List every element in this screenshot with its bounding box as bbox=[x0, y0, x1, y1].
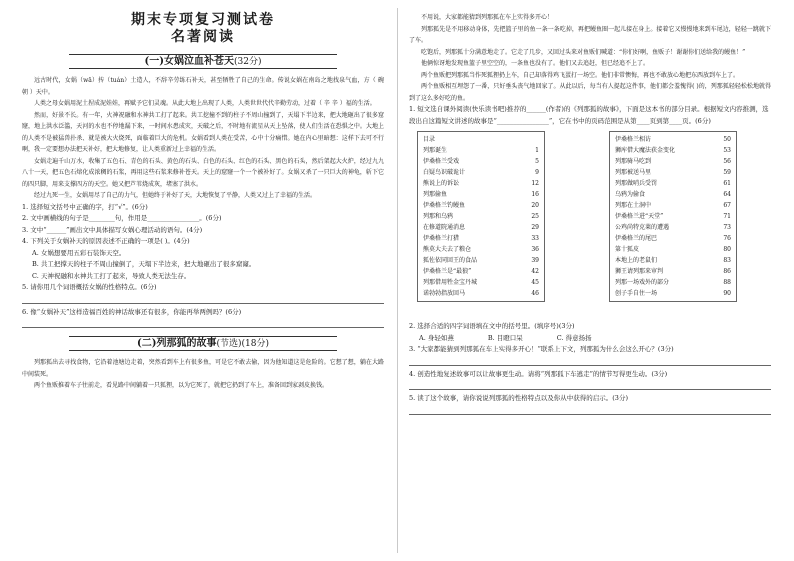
section2-title: (二)列那狐的故事 bbox=[137, 338, 217, 349]
toc-entry bbox=[615, 200, 731, 211]
toc-entry-page: 71 bbox=[723, 213, 731, 220]
toc-entry-page: 20 bbox=[531, 202, 539, 209]
toc-entry bbox=[423, 222, 539, 233]
toc-entry-page: 36 bbox=[531, 246, 539, 253]
toc-entry-page: 80 bbox=[723, 246, 731, 253]
toc-entry bbox=[615, 156, 731, 167]
q2-options bbox=[409, 333, 771, 345]
toc-entry-page: 45 bbox=[531, 279, 539, 286]
section1-score: (32分) bbox=[233, 57, 262, 67]
section1-question: 2. 文中画横线的句子是________句，作用是________________。(6分) bbox=[22, 214, 222, 222]
toc-entry bbox=[615, 178, 731, 189]
section1-question: 1. 选择短文括号中正确的字，打“√”。(6分) bbox=[22, 202, 148, 211]
toc-entry-title: 诺勃勃指放回马 bbox=[423, 290, 466, 297]
story-paragraph: 列那狐先是不用移动身体，先把篮子里的鱼一条一条吃掉，再把鳗鱼圈一起儿接在身上。接着它又慢慢地来到车尾边，轻轻一跳就下了车。 bbox=[409, 25, 771, 44]
section2-paragraph: 两个鱼贩推着车子往前走，看见路中间躺着一只狐狸，以为它死了，就把它扔到了车上，准备回到家剥皮换钱。 bbox=[34, 382, 329, 389]
section1-paragraph: 经过九死一生，女娲用尽了自己的力气，但她终于补好了天，大地恢复了平静，人类又过上了幸福的生活。 bbox=[34, 192, 317, 199]
toc-entry bbox=[423, 266, 539, 277]
toc-right-list bbox=[615, 134, 731, 299]
toc-entry-title: 列那一场戏外的部分 bbox=[615, 279, 670, 286]
section1-option[interactable]: A. 女娲想要用五彩石装饰天空。 bbox=[32, 248, 126, 257]
document-subtitle: 名著阅读 bbox=[171, 29, 235, 45]
answer-line[interactable] bbox=[409, 356, 771, 366]
toc-entry bbox=[615, 211, 731, 222]
toc-entry-page: 5 bbox=[535, 158, 539, 165]
toc-entry-title: 狮王请列那来审判 bbox=[615, 268, 664, 275]
answer-line[interactable] bbox=[409, 405, 771, 415]
toc-entry-title: 列那和乌鸦 bbox=[423, 213, 454, 220]
story-paragraph: 两个鱼贩把列那狐当作死狐狸扔上车，自己却落得鸡飞蛋打一场空。他们非常懊悔，再也不敢放心地把东西放到车上了。 bbox=[421, 71, 740, 79]
toc-entry bbox=[423, 145, 539, 156]
section1-paragraph: 远古时代，女娲（wā）抟（tuán）土造人，不辞辛劳练石补天，甚至牺牲了自己的生命。传说女娲在南岛之地找泉气血，方（ 碗 朝 ）天中。 bbox=[22, 77, 384, 96]
section1-question: 3. 文中“______”画出文中具体描写女娲心理活动的语句。(4分) bbox=[22, 225, 203, 234]
section2-banner bbox=[69, 336, 337, 351]
toc-entry bbox=[615, 134, 731, 145]
toc-entry-page: 86 bbox=[723, 268, 731, 275]
toc-right-box bbox=[609, 131, 737, 302]
toc-entry-page: 25 bbox=[531, 213, 539, 220]
toc-entry-title: 狐佐依同回王的食品 bbox=[423, 257, 478, 264]
toc-entry-page: 83 bbox=[723, 257, 731, 264]
toc-entry-title: 列那借用牲金宝丹城 bbox=[423, 279, 478, 286]
left-column bbox=[22, 12, 384, 392]
toc-entry-page: 88 bbox=[723, 279, 731, 286]
toc-entry-page: 9 bbox=[535, 169, 539, 176]
toc-entry bbox=[423, 200, 539, 211]
toc-entry bbox=[423, 233, 539, 244]
toc-entry-page: 56 bbox=[723, 158, 731, 165]
section1-paragraph: 然而，好景不长。有一年，火神祝融和水神共工打了起来。共工挖撞不到的柱子不周山撞到了，天塌下半边来，把大地砸出了很多窟窿，地上洪水泛滥，天河的水也不停地漏下来，一时间水患成灾，天破之后，不时地有流星从天上坠落，使人们生活在恐惧之中。大地上的人类不是被猛兽扑杀、就是被大火烧死，面临着巨大的危机。女娲看到人类在受苦，心中十分痛惜。她在内心里暗想：这样下去可不行啊，我一定要想办法把天补好，把大地修复，让人类重新过上幸福的生活。 bbox=[22, 111, 384, 153]
document-title: 期末专项复习测试卷 bbox=[131, 12, 275, 28]
q2-option[interactable]: A. 身轻如燕 bbox=[419, 333, 454, 342]
toc-entry-page: 42 bbox=[531, 268, 539, 275]
toc-entry bbox=[615, 255, 731, 266]
section1-option[interactable]: C. 天神祝融和水神共工打了起来，导致人类无法生存。 bbox=[32, 271, 191, 280]
toc-entry bbox=[423, 255, 539, 266]
toc-entry bbox=[423, 189, 539, 200]
toc-entry-title: 伊桑格兰相访 bbox=[615, 136, 652, 143]
toc-entry bbox=[615, 266, 731, 277]
toc-entry bbox=[615, 167, 731, 178]
toc-entry-page: 67 bbox=[723, 202, 731, 209]
answer-line[interactable] bbox=[22, 318, 384, 328]
toc-left-list bbox=[423, 145, 539, 299]
toc-entry-page: 29 bbox=[531, 224, 539, 231]
section1-title: (一)女娲泣血补苍天 bbox=[144, 56, 234, 67]
toc-entry-title: 熊莫大夫去了粮仓 bbox=[423, 246, 472, 253]
toc-entry bbox=[423, 288, 539, 299]
toc-entry-page: 59 bbox=[723, 169, 731, 176]
toc-entry-title: 列那在土洞中 bbox=[615, 202, 652, 209]
toc-entry-page: 46 bbox=[531, 290, 539, 297]
toc-entry-title: 伊桑格兰钓鳗鱼 bbox=[423, 202, 466, 209]
toc-entry bbox=[615, 277, 731, 288]
right-question: 3. “大家都能猜到列那狐在车上实得多开心！”联系上下文，列那狐为什么会这么开心？(3分) bbox=[409, 345, 674, 353]
section2-note: (节选) bbox=[216, 339, 242, 349]
right-column bbox=[409, 12, 771, 418]
story-paragraph: 吃饱后，列那狐十分满意地走了。它走了几步，又回过头来对鱼贩们喊道：“你们好啊，鱼贩子！谢谢你们送给我的鳗鱼！” bbox=[421, 48, 746, 56]
story-paragraph: 他俩惊讶地发现鱼篮子里空空的，一条鱼也没有了。他们又去追赶，但已经追不上了。 bbox=[421, 60, 650, 67]
toc-left-box bbox=[417, 131, 545, 302]
toc-entry-page: 33 bbox=[531, 235, 539, 242]
toc-entry-title: 白疑鸟识破诡计 bbox=[423, 169, 466, 176]
toc-entry-title: 列那偷鱼 bbox=[423, 191, 448, 198]
toc-entry-title: 本地上的老鼠们 bbox=[615, 257, 658, 264]
toc-entry bbox=[615, 288, 731, 299]
toc-entry-title: 伊桑格兰的尾巴 bbox=[615, 235, 658, 242]
answer-line[interactable] bbox=[22, 294, 384, 304]
toc-entry bbox=[615, 233, 731, 244]
section2-paragraph: 列那狐出去寻找食物，它沿着池塘边走着，突然看到车上有很多鱼，可是它不敢去偷，因为他知道这是危险的。它想了想，躺在大路中间装死。 bbox=[22, 359, 384, 378]
right-question: 4. 创造性地复述故事可以让故事更生动。请将“列那狐下车逃走”的情节写得更生动。(3分) bbox=[409, 369, 668, 378]
toc-entry-page: 12 bbox=[531, 180, 539, 187]
right-question: 5. 读了这个故事，请你说说列那狐的性格特点以及你从中获得的启示。(3分) bbox=[409, 394, 628, 402]
toc-entry-title: 创子手自住一场 bbox=[615, 290, 658, 297]
table-of-contents bbox=[409, 131, 771, 317]
section1-question: 4. 下列关于女娲补天的原因表述不正确的一项是( )。(4分) bbox=[22, 237, 190, 245]
toc-entry bbox=[615, 189, 731, 200]
toc-entry-page: 53 bbox=[723, 147, 731, 154]
toc-entry-title: 伊桑格兰打猎 bbox=[423, 235, 460, 242]
q2-option[interactable]: B. 目瞪口呆 bbox=[487, 333, 523, 342]
toc-entry-title: 乌鸦为偷食 bbox=[615, 191, 646, 198]
toc-entry-page: 1 bbox=[535, 147, 539, 154]
toc-entry bbox=[423, 156, 539, 167]
section1-question: 6. 像“女娲补天”这样造福百姓的神话故事还有很多，你能再举两例吗？(6分) bbox=[22, 307, 242, 316]
toc-entry bbox=[615, 145, 731, 156]
toc-entry-title: 伊桑格兰进“天堂” bbox=[615, 213, 664, 220]
toc-entry-title: 伊桑格兰是“最狼” bbox=[423, 268, 472, 275]
right-question: 2. 选择合适的四字词语填在文中的括号里。(填序号)(3分) bbox=[409, 322, 575, 330]
section1-question: 5. 请你用几个词语概括女娲的性格特点。(6分) bbox=[22, 283, 157, 291]
column-divider bbox=[397, 8, 398, 553]
toc-entry-title: 列那被送马里 bbox=[615, 169, 652, 176]
answer-line[interactable] bbox=[409, 380, 771, 390]
section1-paragraph: 人类之母女娲用泥土捏成泥娃娃，再赋予它们灵魂。从此大地上出现了人类，人类世世代代辛勤劳动，过着（ 辛 辛 ）福的生活。 bbox=[34, 100, 376, 107]
toc-entry-page: 16 bbox=[531, 191, 539, 198]
toc-entry-title: 公鸡尚特克莱的遭遇 bbox=[615, 224, 670, 231]
toc-entry bbox=[423, 211, 539, 222]
section1-paragraph: 女娲走遍千山万水，收集了五色石、青色的石头、黄色的石头、白色的石头、红色的石头、黑色的石头，然后架起大火炉，经过九九八十一天，把五色石熔化成浓稠的石浆，再用这些石浆来修补苍天。天上的窟窿一个一个被补好了。女娲又杀了一只巨大的神龟，斩下它的四只脚，用来支撑四方的天空。她又把芦苇烧成灰，堵塞了洪水。 bbox=[22, 157, 384, 188]
right-question: 1. 短文选自课外阅读(快乐读书吧)推荐的______(作者)的《列那狐的故事》，下面是这本书的部分目录。根据短文内容推测，选段出自这篇短文讲述的故事是“________________”，它在书中的页码范围是从第____页到第____页。(6分) bbox=[409, 105, 769, 125]
toc-entry-title: 列那诞生 bbox=[423, 147, 448, 154]
toc-entry-title: 第十狐皮 bbox=[615, 246, 640, 253]
story-paragraph: 两个鱼贩相互埋怨了一番，只好垂头丧气地回家了。从此以后，每当有人提起这件事，他们都会羞愧得( )的，列那狐轻轻松松地就得到了这么多好吃的鱼。 bbox=[409, 83, 771, 102]
toc-entry bbox=[423, 167, 539, 178]
section1-option[interactable]: B. 共工把撑天的柱子不周山撞倒了，天塌下半边来，把大地砸出了很多窟窿。 bbox=[32, 260, 256, 268]
toc-entry-title: 狮库借大魔法获金变化 bbox=[615, 147, 676, 154]
toc-entry-page: 76 bbox=[723, 235, 731, 242]
toc-entry-page: 39 bbox=[531, 257, 539, 264]
toc-entry-title: 列那做哨兵受罚 bbox=[615, 180, 658, 187]
toc-entry-title: 伊桑格兰受戏 bbox=[423, 158, 460, 165]
toc-entry-page: 50 bbox=[723, 136, 731, 143]
toc-entry-page: 90 bbox=[723, 290, 731, 297]
section2-score: (18分) bbox=[241, 339, 269, 349]
section1-banner bbox=[69, 54, 337, 69]
toc-entry bbox=[615, 244, 731, 255]
toc-entry bbox=[423, 277, 539, 288]
toc-label: 目录 bbox=[423, 136, 436, 143]
toc-entry-page: 64 bbox=[723, 191, 731, 198]
toc-entry bbox=[423, 244, 539, 255]
toc-entry-page: 73 bbox=[723, 224, 731, 231]
toc-entry bbox=[615, 222, 731, 233]
toc-entry-page: 61 bbox=[723, 180, 731, 187]
toc-entry-title: 熊说上的诉讼 bbox=[423, 180, 460, 187]
toc-entry bbox=[423, 178, 539, 189]
toc-entry-title: 列那骑马吃到 bbox=[615, 158, 652, 165]
story-paragraph: 不用说，大家都能猜到列那狐在车上实得多开心！ bbox=[421, 14, 554, 21]
toc-entry-title: 在修道院通消息 bbox=[423, 224, 466, 231]
q2-option[interactable]: C. 得意扬扬 bbox=[556, 333, 592, 342]
